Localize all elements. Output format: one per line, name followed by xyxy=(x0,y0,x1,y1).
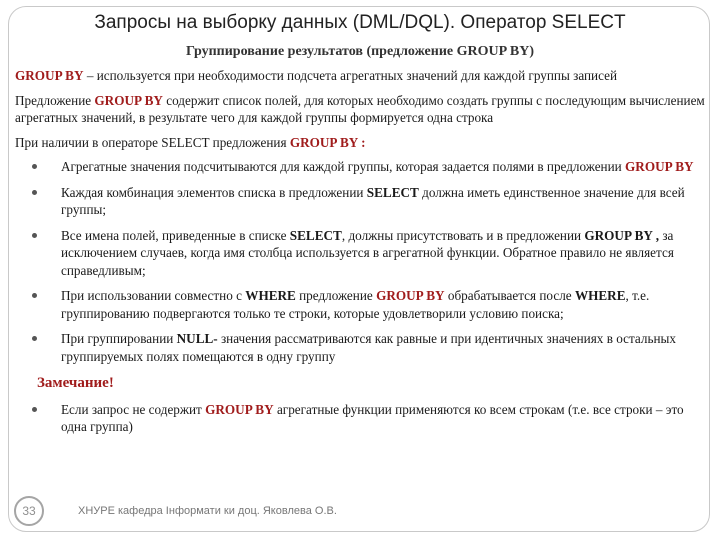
paragraph-description xyxy=(15,92,705,127)
keyword: WHERE xyxy=(574,288,626,303)
keyword: GROUP BY , xyxy=(584,227,660,243)
text: При группировании xyxy=(61,331,177,346)
text: обрабатывается после xyxy=(444,288,575,303)
text: , должны присутствовать и в предложении xyxy=(341,227,585,243)
text: При использовании совместно с xyxy=(61,288,246,303)
text: Предложение xyxy=(15,92,95,108)
slide-title: Запросы на выборку данных (DML/DQL). Оператор SELECT xyxy=(94,12,626,33)
slide-content xyxy=(15,67,705,444)
note-heading: Замечание! xyxy=(37,375,114,391)
rules-list xyxy=(15,158,705,365)
keyword: SELECT xyxy=(289,227,342,243)
text: Если запрос не содержит xyxy=(61,401,206,417)
keyword: SELECT xyxy=(366,184,419,200)
list-item xyxy=(15,184,705,219)
text: должна иметь единственное значение для всей группы; xyxy=(61,184,685,217)
keyword: GROUP BY xyxy=(376,288,445,303)
keyword: GROUP BY xyxy=(15,68,84,83)
text: – используется при необходимости подсчета агрегатных значений для каждой группы записей xyxy=(83,68,618,83)
keyword: GROUP BY xyxy=(94,92,163,108)
text: Агрегатные значения подсчитываются для каждой группы, которая задается полями в предложении xyxy=(61,159,626,174)
text: значения рассматриваются как равные и при идентичных значениях в остальных группируемых полях помещаются в одну группу xyxy=(61,331,676,364)
keyword: GROUP BY xyxy=(625,159,694,174)
list-item xyxy=(15,330,705,365)
keyword: NULL- xyxy=(176,331,218,346)
text: предложение xyxy=(295,288,377,303)
page-number: 33 xyxy=(14,496,44,526)
text: за исключением случаев, когда имя столбца используется в агрегатной функции. Обратное правило не является справедливым; xyxy=(61,227,674,278)
list-item xyxy=(15,227,705,280)
text: агрегатные функции применяются ко всем строкам (т.е. все строки – это одна группа) xyxy=(61,401,684,434)
list-item xyxy=(15,401,705,436)
text: Все имена полей, приведенные в списке xyxy=(61,227,290,243)
text: , т.е. группированию подвергаются только те строки, которые удовлетворили условию поиска; xyxy=(61,288,650,321)
text: Каждая комбинация элементов списка в предложении xyxy=(61,184,367,200)
footer-text: ХНУРЕ кафедра Інформати ки доц. Яковлева О.В. xyxy=(78,505,337,517)
keyword: WHERE xyxy=(245,288,296,303)
note-list xyxy=(15,401,705,436)
keyword: GROUP BY : xyxy=(289,134,366,150)
paragraph-rules-intro xyxy=(15,134,705,152)
text: При наличии в операторе SELECT предложения xyxy=(15,134,290,150)
list-item xyxy=(15,158,705,176)
slide-subtitle: Группирование результатов (предложение GROUP BY) xyxy=(185,44,535,59)
list-item xyxy=(15,287,705,322)
paragraph-definition xyxy=(15,67,705,85)
text: содержит список полей, для которых необходимо создать группы с последующим вычислением агрегатных значений, в результате чего для каждой группы формируется одна строка xyxy=(15,92,705,125)
keyword: GROUP BY xyxy=(205,401,274,417)
